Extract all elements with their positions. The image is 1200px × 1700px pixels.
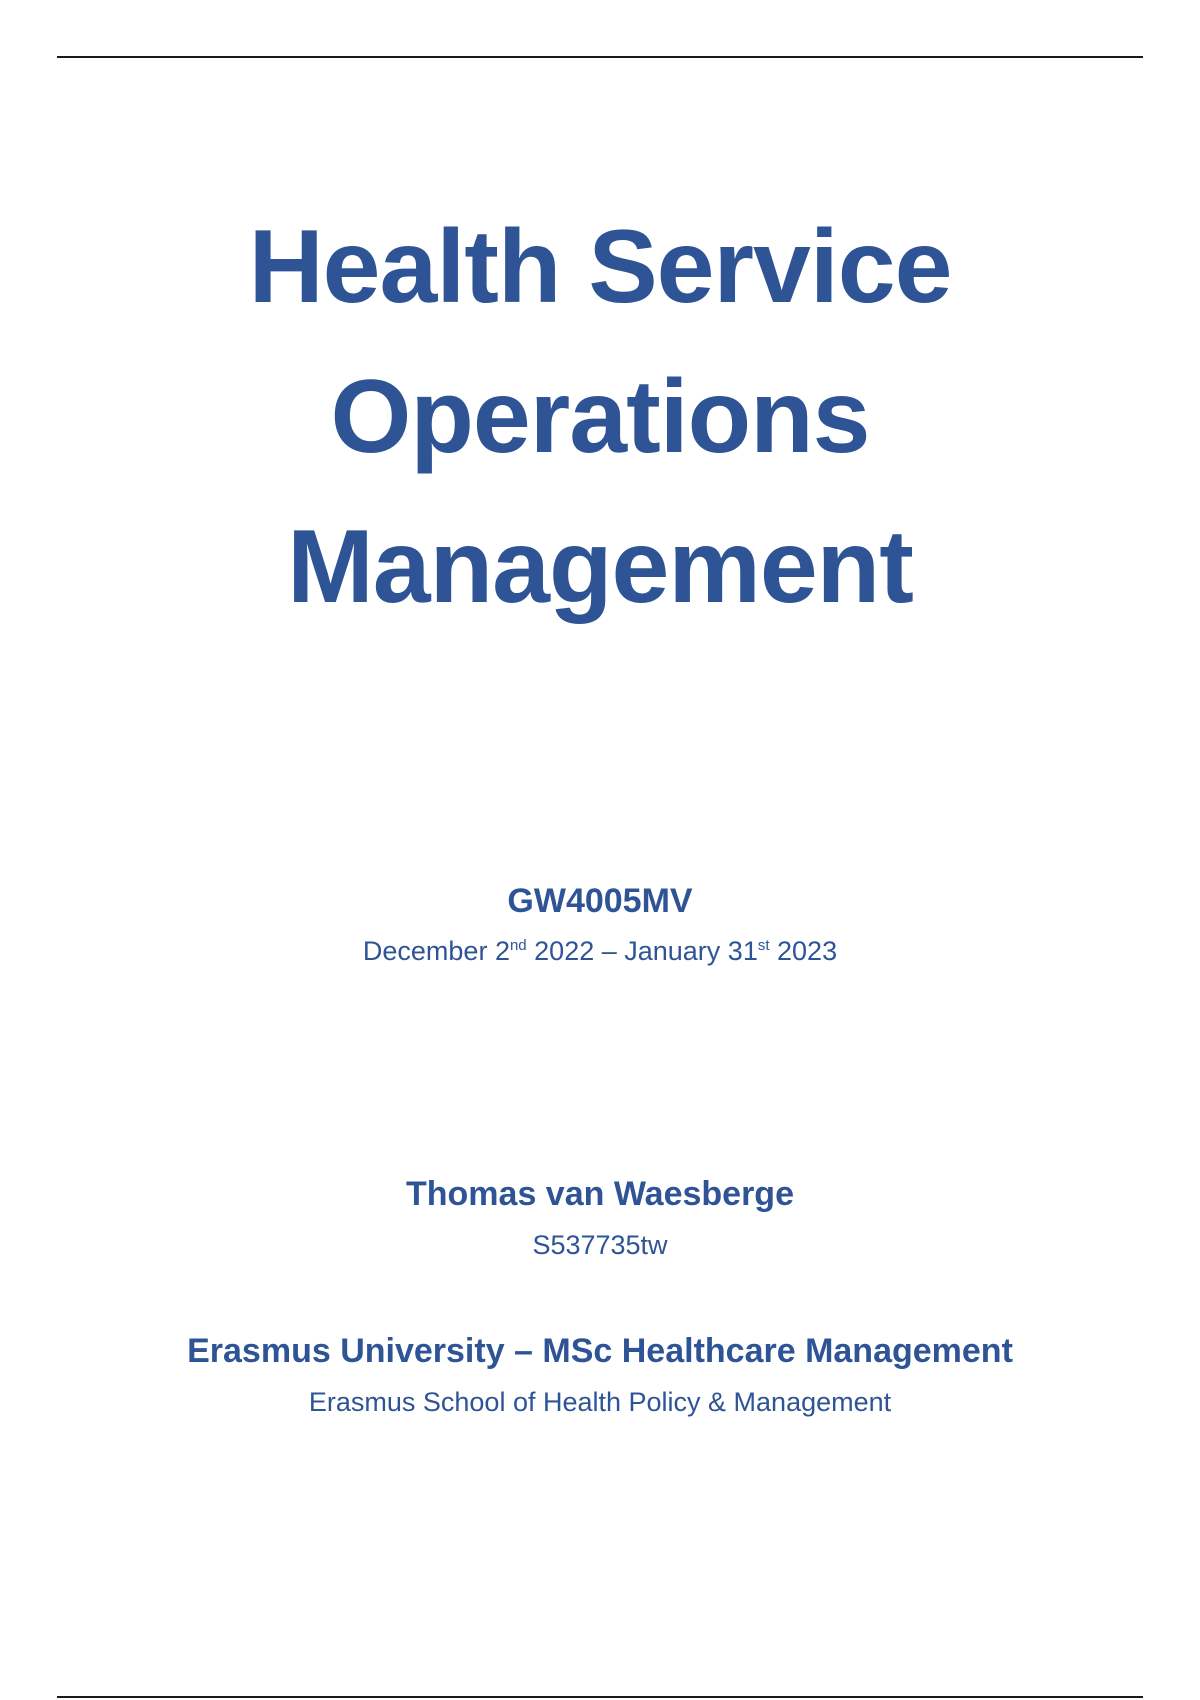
top-rule <box>57 56 1143 58</box>
date-middle-text: 2022 – January 31 <box>526 936 758 966</box>
title-line-1: Health Service <box>248 209 952 325</box>
bottom-rule <box>57 1696 1143 1698</box>
author-info <box>0 1173 1200 1265</box>
date-end-text: 2023 <box>769 936 838 966</box>
date-end-suffix: st <box>757 937 770 954</box>
title-line-2: Operations <box>330 359 870 475</box>
course-info <box>0 880 1200 974</box>
university-name: Erasmus University – MSc Healthcare Management <box>187 1332 1013 1370</box>
institution-info <box>0 1330 1200 1422</box>
document-title <box>0 192 1200 642</box>
school-name: Erasmus School of Health Policy & Management <box>308 1387 892 1417</box>
course-dates <box>0 928 1200 974</box>
date-start-suffix: nd <box>509 937 527 954</box>
student-id: S537735tw <box>532 1230 668 1260</box>
author-name: Thomas van Waesberge <box>406 1175 794 1213</box>
title-line-3: Management <box>287 509 913 625</box>
course-code: GW4005MV <box>507 882 693 920</box>
date-start-text: December 2 <box>362 936 510 966</box>
